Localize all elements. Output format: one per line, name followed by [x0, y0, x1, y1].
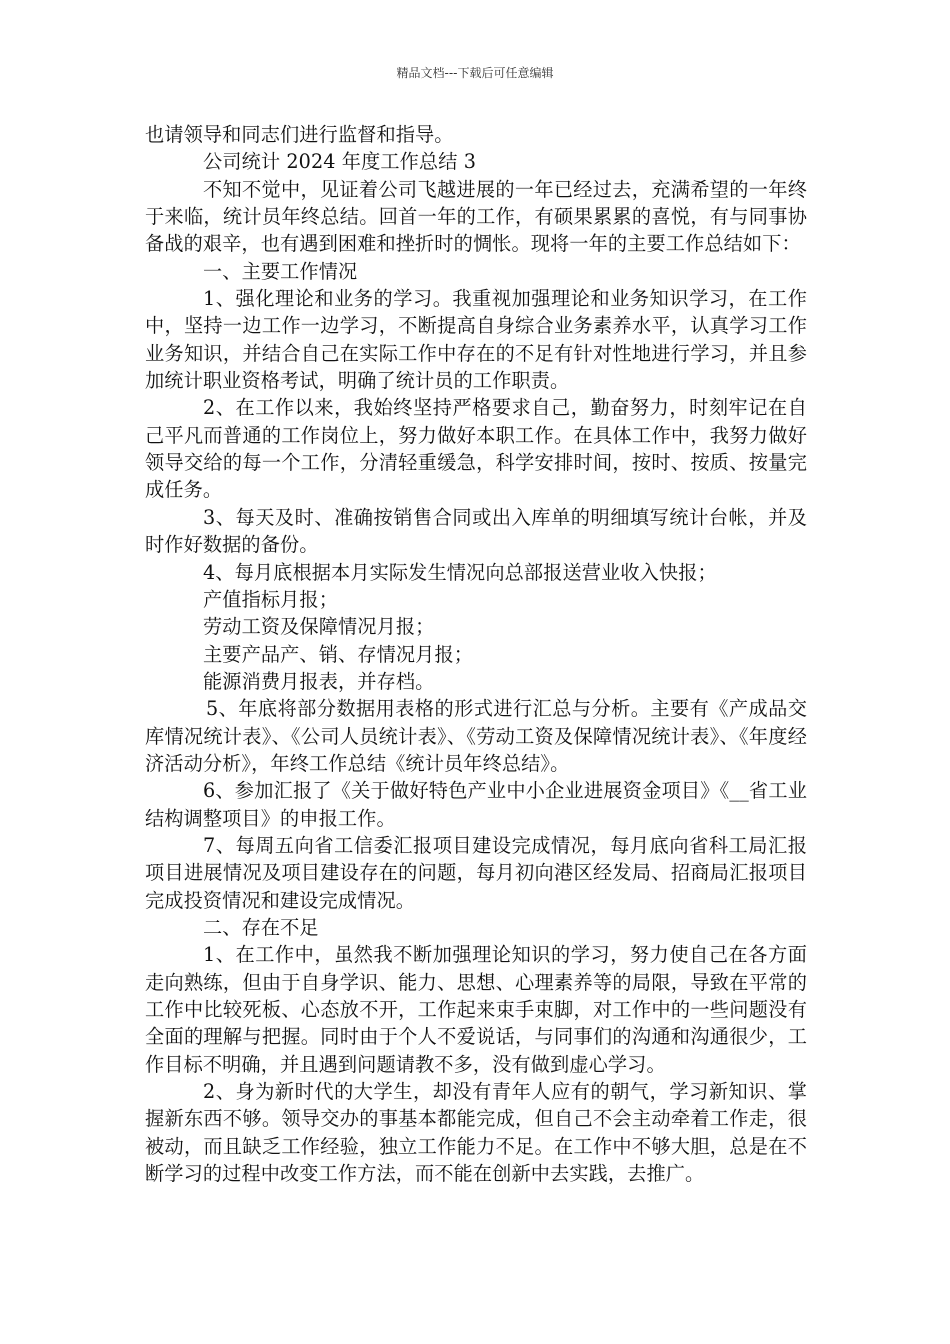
- document-body: [145, 121, 807, 1187]
- heading: 二、存在不足: [203, 915, 319, 939]
- paragraph: 1、强化理论和业务的学习。我重视加强理论和业务知识学习，在工作中，坚持一边工作一边学习，不断提高自身综合业务素养水平，认真学习工作业务知识，并结合自己在实际工作中存在的不足有针对性地进行学习，并且参加统计职业资格考试，明确了统计员的工作职责。: [145, 287, 807, 393]
- paragraph: 不知不觉中，见证着公司飞越进展的一年已经过去，充满希望的一年终于来临，统计员年终总结。回首一年的工作，有硕果累累的喜悦，有与同事协备战的艰辛，也有遇到困难和挫折时的惆怅。现将一年的主要工作总结如下：: [145, 177, 807, 256]
- section-title: 公司统计 2024 年度工作总结 3: [203, 150, 477, 174]
- heading: 一、主要工作情况: [203, 259, 358, 283]
- paragraph: 1、在工作中，虽然我不断加强理论知识的学习，努力使自己在各方面走向熟练，但由于自身学识、能力、思想、心理素养等的局限，导致在平常的工作中比较死板、心态放不开，工作起来束手束脚，对工作中的一些问题没有全面的理解与把握。同时由于个人不爱说话，与同事们的沟通和沟通很少，工作目标不明确，并且遇到问题请教不多，没有做到虚心学习。: [145, 943, 807, 1076]
- paragraph: 5、年底将部分数据用表格的形式进行汇总与分析。主要有《产成品交库情况统计表》、《公司人员统计表》、《劳动工资及保障情况统计表》、《年度经济活动分析》，年终工作总结《统计员年终总结》。: [145, 697, 807, 775]
- list-line: 能源消费月报表，并存档。: [203, 669, 435, 693]
- paragraph: 2、身为新时代的大学生，却没有青年人应有的朝气，学习新知识、掌握新东西不够。领导交办的事基本都能完成，但自己不会主动牵着工作走，很被动，而且缺乏工作经验，独立工作能力不足。在工作中不够大胆，总是在不断学习的过程中改变工作方法，而不能在创新中去实践，去推广。: [145, 1080, 807, 1186]
- page-header: 精品文档---下载后可任意编辑: [396, 66, 554, 80]
- paragraph: 7、每周五向省工信委汇报项目建设完成情况，每月底向省科工局汇报项目进展情况及项目建设存在的问题，每月初向港区经发局、招商局汇报项目完成投资情况和建设完成情况。: [145, 833, 807, 912]
- paragraph: 6、参加汇报了《关于做好特色产业中小企业进展资金项目》《__省工业结构调整项目》的申报工作。: [145, 779, 807, 830]
- list-line: 主要产品产、销、存情况月报；: [203, 642, 474, 666]
- paragraph: 也请领导和同志们进行监督和指导。: [145, 123, 454, 146]
- list-line: 劳动工资及保障情况月报；: [203, 615, 435, 639]
- paragraph: 3、每天及时、准确按销售合同或出入库单的明细填写统计台帐，并及时作好数据的备份。: [145, 505, 807, 557]
- paragraph: 2、在工作以来，我始终坚持严格要求自己，勤奋努力，时刻牢记在自己平凡而普通的工作岗位上，努力做好本职工作。在具体工作中，我努力做好领导交给的每一个工作，分清轻重缓急，科学安排时间，按时、按质、按量完成任务。: [145, 396, 807, 502]
- paragraph: 4、每月底根据本月实际发生情况向总部报送营业收入快报；: [203, 560, 717, 584]
- list-line: 产值指标月报；: [203, 587, 339, 611]
